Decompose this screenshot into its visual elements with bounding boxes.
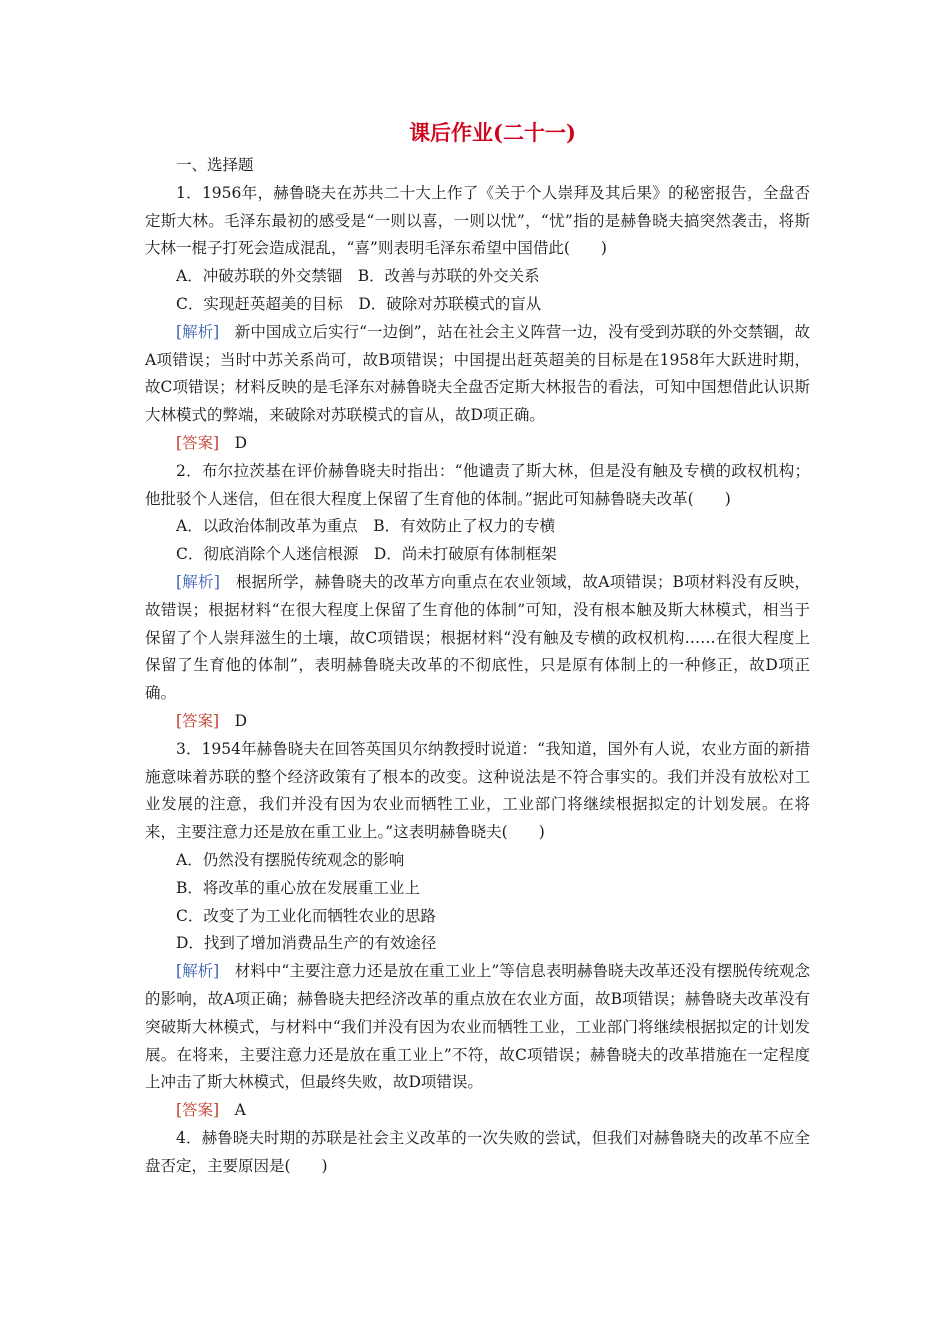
analysis-label: [解析] <box>176 962 220 981</box>
answer-value: A <box>234 1101 246 1120</box>
document-page <box>145 118 810 1180</box>
answer-line <box>145 708 810 736</box>
question-option: D．找到了增加消费品生产的有效途径 <box>176 934 437 953</box>
analysis-text: 根据所学，赫鲁晓夫的改革方向重点在农业领域，故A项错误；B项材料没有反映，故错误；根据材料“在很大程度上保留了生育他的体制”可知，没有根本触及斯大林模式，相当于保留了个人崇拜滋生的土壤，故C项错误；根据材料“没有触及专横的政权机构……在很大程度上保留了生育他的体制”，表明赫鲁晓夫改革的不彻底性，只是原有体制上的一种修正，故D项正确。 <box>145 572 810 703</box>
question-stem: 2．布尔拉茨基在评价赫鲁晓夫时指出：“他谴责了斯大林，但是没有触及专横的政权机构；他批驳个人迷信，但在很大程度上保留了生育他的体制。”据此可知赫鲁晓夫改革( ) <box>145 461 810 508</box>
answer-value: D <box>234 711 248 730</box>
page-title: 课后作业(二十一) <box>409 120 576 145</box>
answer-label: [答案] <box>176 711 220 730</box>
answer-label: [答案] <box>176 433 220 452</box>
analysis-text: 材料中“主要注意力还是放在重工业上”等信息表明赫鲁晓夫改革还没有摆脱传统观念的影响，故A项正确；赫鲁晓夫把经济改革的重点放在农业方面，故B项错误；赫鲁晓夫改革没有突破斯大林模式，与材料中“我们并没有因为农业而牺牲工业，工业部门将继续根据拟定的计划发展。在将来，主要注意力还是放在重工业上”不符，故C项错误；赫鲁晓夫的改革措施在一定程度上冲击了斯大林模式，但最终失败，故D项错误。 <box>145 962 810 1092</box>
answer-value: D <box>234 433 248 452</box>
question-options-row: A．以政治体制改革为重点 B．有效防止了权力的专横 <box>176 517 556 536</box>
question-stem: 4．赫鲁晓夫时期的苏联是社会主义改革的一次失败的尝试，但我们对赫鲁晓夫的改革不应全盘否定，主要原因是( ) <box>145 1128 810 1175</box>
question-option: B．将改革的重心放在发展重工业上 <box>176 878 420 897</box>
answer-line <box>145 430 810 458</box>
section-heading: 一、选择题 <box>176 156 254 174</box>
answer-line <box>145 1097 810 1125</box>
question-stem: 1．1956年，赫鲁晓夫在苏共二十大上作了《关于个人崇拜及其后果》的秘密报告，全盘否定斯大林。毛泽东最初的感受是“一则以喜，一则以忧”，“忧”指的是赫鲁晓夫搞突然袭击，将斯大林一棍子打死会造成混乱，“喜”则表明毛泽东希望中国借此( ) <box>145 183 810 258</box>
analysis-label: [解析] <box>176 572 220 591</box>
analysis-paragraph <box>145 569 810 708</box>
question-option: A．仍然没有摆脱传统观念的影响 <box>176 850 405 869</box>
question-options-row: C．彻底消除个人迷信根源 D．尚未打破原有体制框架 <box>176 545 557 564</box>
analysis-paragraph <box>145 319 810 430</box>
question-options-row: A．冲破苏联的外交禁锢 B．改善与苏联的外交关系 <box>176 267 540 286</box>
analysis-label: [解析] <box>176 322 220 341</box>
question-stem: 3．1954年赫鲁晓夫在回答英国贝尔纳教授时说道：“我知道，国外有人说，农业方面的新措施意味着苏联的整个经济政策有了根本的改变。这种说法是不符合事实的。我们并没有放松对工业发展的注意，我们并没有因为农业而牺牲工业，工业部门将继续根据拟定的计划发展。在将来，主要注意力还是放在重工业上。”这表明赫鲁晓夫( ) <box>145 739 810 842</box>
question-options-row: C．实现赶英超美的目标 D．破除对苏联模式的盲从 <box>176 294 542 313</box>
analysis-paragraph <box>145 958 810 1097</box>
analysis-text: 新中国成立后实行“一边倒”，站在社会主义阵营一边，没有受到苏联的外交禁锢，故A项错误；当时中苏关系尚可，故B项错误；中国提出赶英超美的目标是在1958年大跃进时期，故C项错误；材料反映的是毛泽东对赫鲁晓夫全盘否定斯大林报告的看法，可知中国想借此认识斯大林模式的弊端，来破除对苏联模式的盲从，故D项正确。 <box>145 322 810 425</box>
answer-label: [答案] <box>176 1101 220 1120</box>
question-option: C．改变了为工业化而牺牲农业的思路 <box>176 906 436 925</box>
